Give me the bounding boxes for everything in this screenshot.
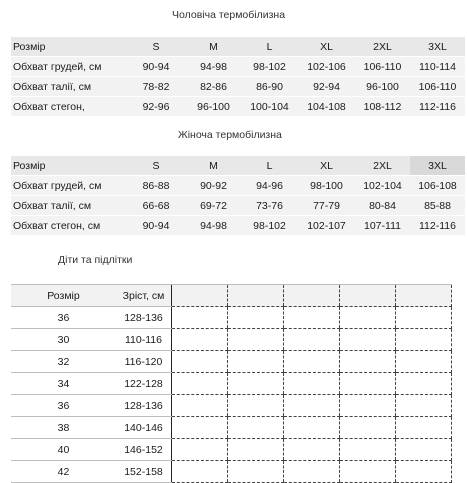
height-cell: 152-158	[116, 461, 172, 483]
table-row	[11, 461, 452, 483]
empty-grid-cell	[396, 461, 452, 483]
kids-table-title: Діти та підлітки	[58, 254, 133, 266]
measurement-label-cell: Обхват талії, см	[11, 196, 126, 216]
empty-grid-cell	[228, 285, 284, 307]
measurement-value-cell: 86-90	[241, 77, 298, 97]
empty-grid-cell	[340, 439, 396, 461]
measurement-value-cell: 112-116	[410, 97, 465, 117]
measurement-value-cell: 107-111	[355, 216, 410, 236]
empty-grid-cell	[284, 395, 340, 417]
measurement-value-cell: 94-98	[186, 57, 241, 77]
size-cell: 42	[11, 461, 116, 483]
empty-grid-cell	[340, 351, 396, 373]
size-cell: 30	[11, 329, 116, 351]
empty-grid-cell	[340, 329, 396, 351]
height-cell: 128-136	[116, 395, 172, 417]
measurement-value-cell: 96-100	[186, 97, 241, 117]
header-size-cell: L	[241, 156, 298, 176]
empty-grid-cell	[284, 285, 340, 307]
measurement-value-cell: 94-98	[186, 216, 241, 236]
empty-grid-cell	[284, 351, 340, 373]
height-cell: 122-128	[116, 373, 172, 395]
measurement-value-cell: 92-94	[298, 77, 355, 97]
table-row	[11, 373, 452, 395]
empty-grid-cell	[284, 461, 340, 483]
empty-grid-cell	[228, 395, 284, 417]
measurement-value-cell: 77-79	[298, 196, 355, 216]
empty-grid-cell	[228, 439, 284, 461]
empty-grid-cell	[396, 373, 452, 395]
measurement-value-cell: 108-112	[355, 97, 410, 117]
measurement-value-cell: 100-104	[241, 97, 298, 117]
table-row	[11, 307, 452, 329]
women-table-title: Жіноча термобілизна	[178, 129, 282, 141]
women-header-row	[11, 156, 465, 176]
height-cell: 116-120	[116, 351, 172, 373]
empty-grid-cell	[172, 307, 228, 329]
measurement-label-cell: Обхват грудей, см	[11, 176, 126, 196]
empty-grid-cell	[340, 395, 396, 417]
header-label-cell: Розмір	[11, 37, 126, 57]
size-cell: 40	[11, 439, 116, 461]
measurement-value-cell: 82-86	[186, 77, 241, 97]
kids-size-table	[11, 284, 452, 483]
measurement-value-cell: 86-88	[126, 176, 186, 196]
men-table-title: Чоловіча термобілизна	[172, 9, 286, 21]
measurement-value-cell: 78-82	[126, 77, 186, 97]
size-cell: 34	[11, 373, 116, 395]
measurement-value-cell: 102-106	[298, 57, 355, 77]
measurement-value-cell: 106-110	[355, 57, 410, 77]
empty-grid-cell	[284, 373, 340, 395]
measurement-value-cell: 104-108	[298, 97, 355, 117]
measurement-value-cell: 85-88	[410, 196, 465, 216]
empty-grid-cell	[340, 373, 396, 395]
empty-grid-cell	[284, 439, 340, 461]
empty-grid-cell	[172, 395, 228, 417]
table-row	[11, 77, 465, 97]
men-size-table	[11, 37, 465, 117]
measurement-value-cell: 98-100	[298, 176, 355, 196]
height-cell: 128-136	[116, 307, 172, 329]
empty-grid-cell	[172, 373, 228, 395]
empty-grid-cell	[284, 307, 340, 329]
measurement-value-cell: 98-102	[241, 216, 298, 236]
height-cell: 110-116	[116, 329, 172, 351]
header-size-cell: S	[126, 156, 186, 176]
empty-grid-cell	[340, 285, 396, 307]
table-row	[11, 329, 452, 351]
measurement-value-cell: 102-107	[298, 216, 355, 236]
empty-grid-cell	[172, 285, 228, 307]
measurement-value-cell: 106-110	[410, 77, 465, 97]
table-row	[11, 97, 465, 117]
header-size-cell: 2XL	[355, 37, 410, 57]
header-size-cell: M	[186, 156, 241, 176]
kids-header-row	[11, 285, 452, 307]
height-cell: 140-146	[116, 417, 172, 439]
header-size-cell: 3XL	[410, 156, 465, 176]
header-height-cell: Зріст, см	[116, 285, 172, 307]
measurement-label-cell: Обхват грудей, см	[11, 57, 126, 77]
measurement-value-cell: 80-84	[355, 196, 410, 216]
empty-grid-cell	[228, 329, 284, 351]
size-cell: 38	[11, 417, 116, 439]
empty-grid-cell	[172, 439, 228, 461]
header-size-cell: S	[126, 37, 186, 57]
empty-grid-cell	[228, 307, 284, 329]
table-row	[11, 57, 465, 77]
measurement-value-cell: 98-102	[241, 57, 298, 77]
header-size-cell: L	[241, 37, 298, 57]
empty-grid-cell	[396, 439, 452, 461]
empty-grid-cell	[396, 329, 452, 351]
measurement-value-cell: 106-108	[410, 176, 465, 196]
measurement-value-cell: 69-72	[186, 196, 241, 216]
measurement-label-cell: Обхват стегон,	[11, 97, 126, 117]
measurement-value-cell: 66-68	[126, 196, 186, 216]
empty-grid-cell	[172, 351, 228, 373]
empty-grid-cell	[340, 461, 396, 483]
header-size-cell: XL	[298, 156, 355, 176]
header-size-cell: 2XL	[355, 156, 410, 176]
empty-grid-cell	[228, 461, 284, 483]
table-row	[11, 395, 452, 417]
measurement-value-cell: 102-104	[355, 176, 410, 196]
empty-grid-cell	[172, 461, 228, 483]
empty-grid-cell	[396, 351, 452, 373]
measurement-value-cell: 90-94	[126, 216, 186, 236]
measurement-value-cell: 112-116	[410, 216, 465, 236]
size-cell: 36	[11, 307, 116, 329]
empty-grid-cell	[172, 329, 228, 351]
measurement-value-cell: 90-94	[126, 57, 186, 77]
header-size-cell: 3XL	[410, 37, 465, 57]
measurement-value-cell: 90-92	[186, 176, 241, 196]
measurement-value-cell: 110-114	[410, 57, 465, 77]
measurement-label-cell: Обхват стегон, см	[11, 216, 126, 236]
empty-grid-cell	[284, 329, 340, 351]
header-size-cell: Розмір	[11, 285, 116, 307]
measurement-value-cell: 96-100	[355, 77, 410, 97]
empty-grid-cell	[172, 417, 228, 439]
header-size-cell: XL	[298, 37, 355, 57]
empty-grid-cell	[228, 351, 284, 373]
table-row	[11, 439, 452, 461]
table-row	[11, 176, 465, 196]
men-header-row	[11, 37, 465, 57]
empty-grid-cell	[340, 307, 396, 329]
size-cell: 36	[11, 395, 116, 417]
women-size-table	[11, 156, 465, 236]
measurement-value-cell: 92-96	[126, 97, 186, 117]
empty-grid-cell	[228, 417, 284, 439]
table-row	[11, 216, 465, 236]
measurement-value-cell: 94-96	[241, 176, 298, 196]
empty-grid-cell	[340, 417, 396, 439]
empty-grid-cell	[284, 417, 340, 439]
header-size-cell: M	[186, 37, 241, 57]
table-row	[11, 417, 452, 439]
header-label-cell: Розмір	[11, 156, 126, 176]
measurement-label-cell: Обхват талії, см	[11, 77, 126, 97]
empty-grid-cell	[396, 417, 452, 439]
table-row	[11, 351, 452, 373]
empty-grid-cell	[228, 373, 284, 395]
table-row	[11, 196, 465, 216]
empty-grid-cell	[396, 307, 452, 329]
size-cell: 32	[11, 351, 116, 373]
empty-grid-cell	[396, 395, 452, 417]
empty-grid-cell	[396, 285, 452, 307]
height-cell: 146-152	[116, 439, 172, 461]
measurement-value-cell: 73-76	[241, 196, 298, 216]
